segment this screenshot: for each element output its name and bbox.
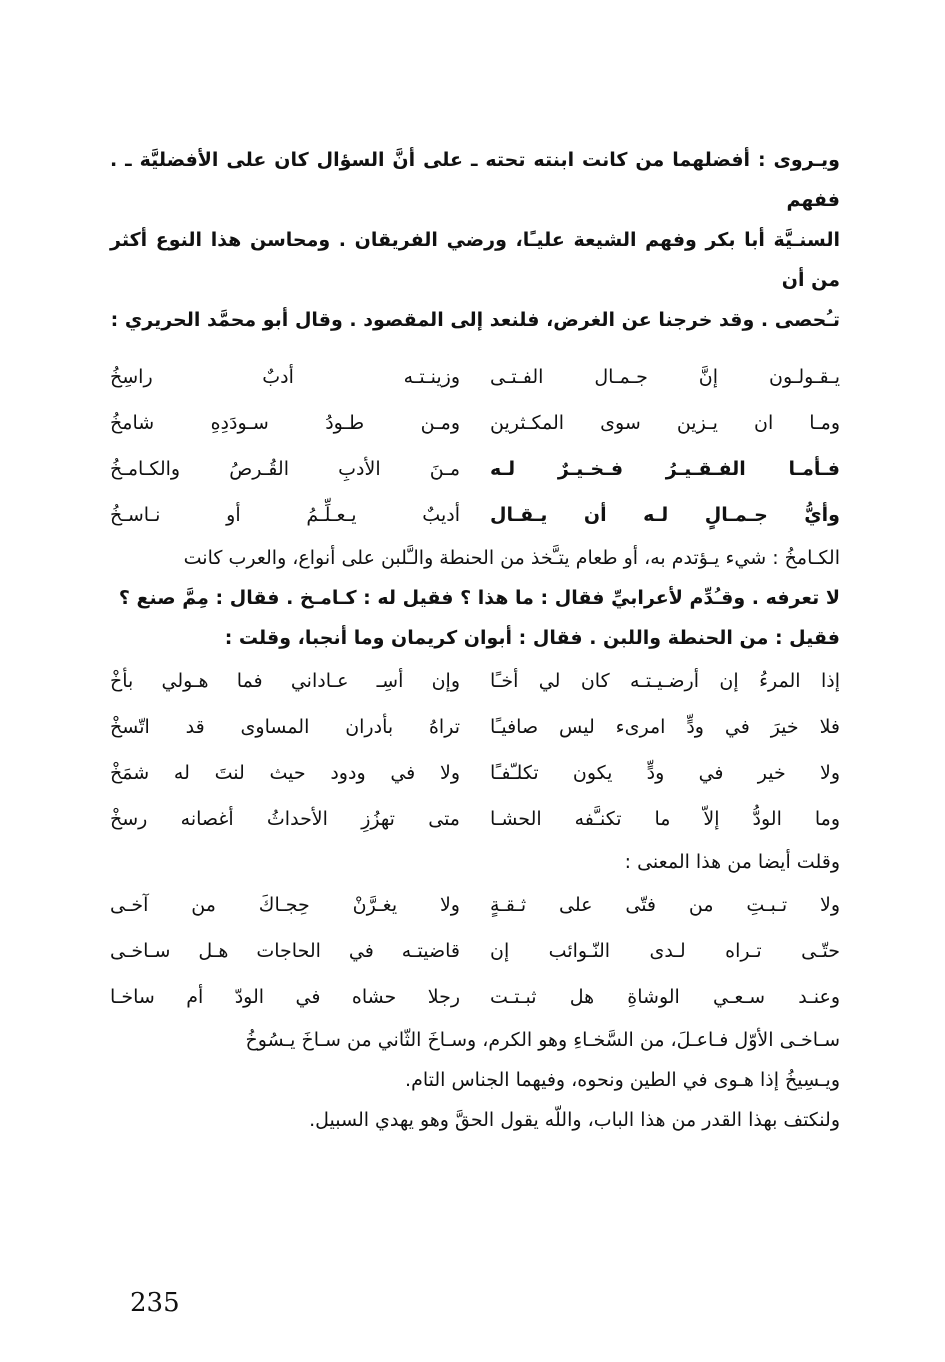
- first-hemistich: فـأمـا الفـقـيـرُ فـخـيـرٌ لـه: [490, 458, 840, 480]
- first-hemistich: يـقـولـون إنَّ جـمـال الفـتـى: [490, 366, 840, 388]
- verse-line: [110, 658, 840, 704]
- text-line: ولنكتف بهذا القدر من هذا الباب، واللّه يقول الحقَّ وهو يهدي السبيل.: [309, 1109, 840, 1131]
- page-content: [110, 140, 840, 1140]
- verse-line: [110, 354, 840, 400]
- second-hemistich: ومـن طـودُ سـودَدِهِ شامخُ: [110, 412, 460, 434]
- kamikh-explanation: [110, 538, 840, 658]
- first-hemistich: ولا تـبـتِ من فتّى على ثـقـةٍ: [490, 894, 840, 916]
- text-line: تـُحصى . وقد خرجنا عن الغرض، فلنعد إلى المقصود . وقال أبو محمَّد الحريري :: [110, 309, 840, 331]
- transition-line: [110, 842, 840, 882]
- text-line: الكـامخُ : شيء يـؤتدم به، أو طعام يتـَّخذ من الحنطة والـَّلبن على أنواع، والعرب كانت: [183, 547, 840, 569]
- poem-author-2: [110, 882, 840, 1020]
- text-line: فقيل : من الحنطة واللبن . فقال : أبوان كريمان وما أنجبا، وقلت :: [224, 627, 840, 649]
- intro-paragraph: [110, 140, 840, 340]
- verse-line: [110, 882, 840, 928]
- text-line: ويـسِيخُ إذا هـوى في الطين ونحوه، وفيهما الجناس التام.: [405, 1069, 840, 1091]
- second-hemistich: تراهُ بأدران المساوى قد اتّسخْ: [110, 716, 460, 738]
- first-hemistich: إذا المرءُ إن أرضـيـتـه كان لي أخـًا: [490, 670, 840, 692]
- text-line: ويـروى : أفضلهما من كانت ابنته تحته ـ على أنَّ السؤال كان على الأفضليَّة ـ . ففهم: [110, 149, 840, 211]
- verse-line: [110, 750, 840, 796]
- closing-line: [110, 1100, 840, 1140]
- verse-line: [110, 400, 840, 446]
- first-hemistich: وما الودُّ إلاّ ما تكنـَّفه الحشـا: [490, 808, 840, 830]
- second-hemistich: ولا يغـرَّنْ حِجـاكَ من آخـى: [110, 894, 460, 916]
- second-hemistich: ولا في ودود حيث لنتَ له شمَخْ: [110, 762, 460, 784]
- text-line: لا تعرفه . وقـُدِّم لأعرابيِّ فقال : ما هذا ؟ فقيل له : كـامـخ . فقال : مِمَّ صنع ؟: [118, 587, 840, 609]
- verse-line: [110, 704, 840, 750]
- first-hemistich: فلا خيرَ في ودٍّ امرىء ليس صافيـًا: [490, 716, 840, 738]
- verse-line: [110, 492, 840, 538]
- first-hemistich: وعنـد سـعـي الوشاةِ هل ثبـتـت: [490, 986, 840, 1008]
- first-hemistich: وأيُّ جـمـالٍ لـه أن يـقـال: [490, 504, 840, 526]
- jinas-explanation: [110, 1020, 840, 1100]
- second-hemistich: مـنَ الأدبِ القُـرصُ والكـامـخُ: [110, 458, 460, 480]
- verse-line: [110, 928, 840, 974]
- first-hemistich: حتّـى تـراه لـدى النّـوائب إن: [490, 940, 840, 962]
- poem-hariri: [110, 354, 840, 538]
- first-hemistich: ولا خير في ودٍّ يكون تكلـّفـًا: [490, 762, 840, 784]
- verse-line: [110, 446, 840, 492]
- second-hemistich: قاضيتـه في الحاجات هـل سـاخـى: [110, 940, 460, 962]
- poem-author-1: [110, 658, 840, 842]
- text-line: سـاخـى الأوّل فـاعـلَ، من السَّخـاءِ وهو الكرم، وسـاخَ الثّاني من سـاخَ يـسُوخُ: [245, 1029, 840, 1051]
- text-line: وقلت أيضا من هذا المعنى :: [624, 851, 840, 873]
- verse-line: [110, 974, 840, 1020]
- page-number: 235: [130, 1288, 180, 1318]
- first-hemistich: ومـا ان يـزين سوى المكـثرين: [490, 412, 840, 434]
- second-hemistich: أديبٌ يـعـلِّـمُ أو نـاسـخُ: [110, 504, 460, 526]
- second-hemistich: وإن أسِـ عـاداني فما هـولي بأخْ: [110, 670, 460, 692]
- verse-line: [110, 796, 840, 842]
- second-hemistich: وزينـتـه أدبٌ راسِخُ: [110, 366, 460, 388]
- second-hemistich: متى تهزُزِ الأحداثُ أغصانه رسخْ: [110, 808, 460, 830]
- second-hemistich: رجلا حشاه في الودّ أم ساخـا: [110, 986, 460, 1008]
- text-line: السنـيَّة أبا بكر وفهم الشيعة عليـًا، ورضي الفريقان . ومحاسن هذا النوع أكثر من أن: [110, 229, 840, 291]
